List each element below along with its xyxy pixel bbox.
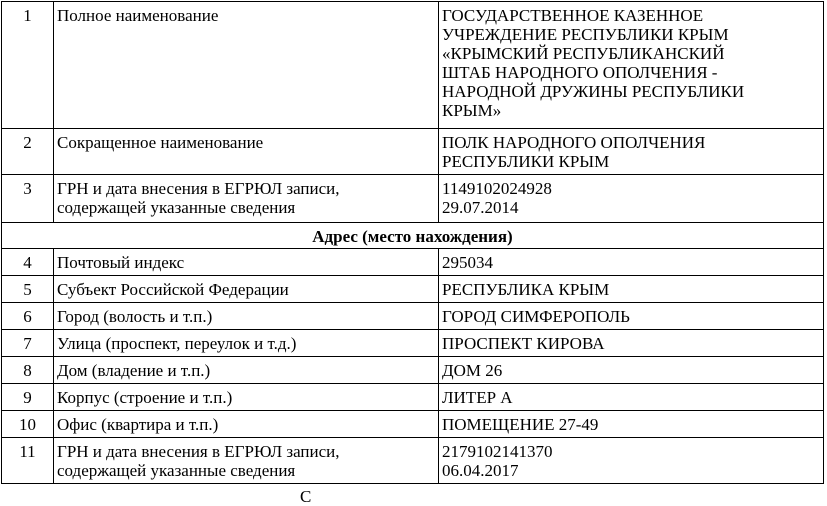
table-row [2, 411, 824, 438]
field-value [439, 175, 824, 223]
egrul-extract-table [1, 1, 824, 484]
field-label [54, 384, 439, 411]
field-value-line: РЕСПУБЛИКА КРЫМ [442, 280, 610, 299]
field-label [54, 330, 439, 357]
row-number: 1 [2, 2, 54, 129]
field-value [439, 330, 824, 357]
field-label-line: Корпус (строение и т.п.) [57, 388, 233, 407]
field-value-line: ПОМЕЩЕНИЕ 27-49 [442, 415, 599, 434]
field-value-line: ШТАБ НАРОДНОГО ОПОЛЧЕНИЯ - [442, 63, 718, 82]
field-value-line: ГОРОД СИМФЕРОПОЛЬ [442, 307, 630, 326]
row-number: 6 [2, 303, 54, 330]
row-number: 9 [2, 384, 54, 411]
field-value [439, 276, 824, 303]
field-value-line: ДОМ 26 [442, 361, 503, 380]
field-value-line: ЛИТЕР А [442, 388, 513, 407]
field-label-line: Дом (владение и т.п.) [57, 361, 211, 380]
field-label [54, 249, 439, 276]
field-value [439, 129, 824, 175]
table-row [2, 129, 824, 175]
field-label-line: содержащей указанные сведения [57, 198, 296, 217]
field-value [439, 357, 824, 384]
field-value-line: КРЫМ» [442, 101, 502, 120]
field-label-line: ГРН и дата внесения в ЕГРЮЛ записи, [57, 442, 340, 461]
field-label [54, 276, 439, 303]
field-value-line: 1149102024928 [442, 179, 552, 198]
field-value-line: УЧРЕЖДЕНИЕ РЕСПУБЛИКИ КРЫМ [442, 25, 729, 44]
table-row [2, 2, 824, 129]
field-label [54, 411, 439, 438]
field-value [439, 411, 824, 438]
row-number: 8 [2, 357, 54, 384]
table-row [2, 175, 824, 223]
field-value-line: ГОСУДАРСТВЕННОЕ КАЗЕННОЕ [442, 6, 704, 25]
field-label [54, 129, 439, 175]
field-label-line: Улица (проспект, переулок и т.д.) [57, 334, 297, 353]
next-section-title-fragment: С [300, 487, 312, 506]
field-label-line: Почтовый индекс [57, 253, 185, 272]
field-label [54, 2, 439, 129]
field-value-line: 295034 [442, 253, 493, 272]
field-label [54, 303, 439, 330]
field-value-line: НАРОДНОЙ ДРУЖИНЫ РЕСПУБЛИКИ [442, 82, 745, 101]
field-label-line: Офис (квартира и т.п.) [57, 415, 219, 434]
section-header-row [2, 223, 824, 249]
table-row [2, 384, 824, 411]
row-number: 7 [2, 330, 54, 357]
table-row [2, 438, 824, 484]
field-label-line: Город (волость и т.п.) [57, 307, 213, 326]
field-label-line: содержащей указанные сведения [57, 461, 296, 480]
field-label [54, 357, 439, 384]
field-label-line: Полное наименование [57, 6, 219, 25]
field-value-line: 29.07.2014 [442, 198, 519, 217]
row-number: 5 [2, 276, 54, 303]
field-value [439, 2, 824, 129]
field-value [439, 249, 824, 276]
field-label [54, 438, 439, 484]
field-value [439, 303, 824, 330]
row-number: 10 [2, 411, 54, 438]
table-row [2, 276, 824, 303]
section-title: Адрес (место нахождения) [2, 223, 824, 249]
row-number: 3 [2, 175, 54, 223]
table-row [2, 330, 824, 357]
table-row [2, 249, 824, 276]
field-label-line: Сокращенное наименование [57, 133, 264, 152]
field-value-line: ПОЛК НАРОДНОГО ОПОЛЧЕНИЯ [442, 133, 706, 152]
field-label-line: ГРН и дата внесения в ЕГРЮЛ записи, [57, 179, 340, 198]
field-value [439, 438, 824, 484]
row-number: 4 [2, 249, 54, 276]
field-value-line: РЕСПУБЛИКИ КРЫМ [442, 152, 610, 171]
row-number: 11 [2, 438, 54, 484]
field-label [54, 175, 439, 223]
field-value-line: «КРЫМСКИЙ РЕСПУБЛИКАНСКИЙ [442, 44, 725, 63]
table-row [2, 357, 824, 384]
field-value-line: 2179102141370 [442, 442, 553, 461]
table-row [2, 303, 824, 330]
field-value [439, 384, 824, 411]
row-number: 2 [2, 129, 54, 175]
field-value-line: ПРОСПЕКТ КИРОВА [442, 334, 605, 353]
field-value-line: 06.04.2017 [442, 461, 519, 480]
field-label-line: Субъект Российской Федерации [57, 280, 289, 299]
